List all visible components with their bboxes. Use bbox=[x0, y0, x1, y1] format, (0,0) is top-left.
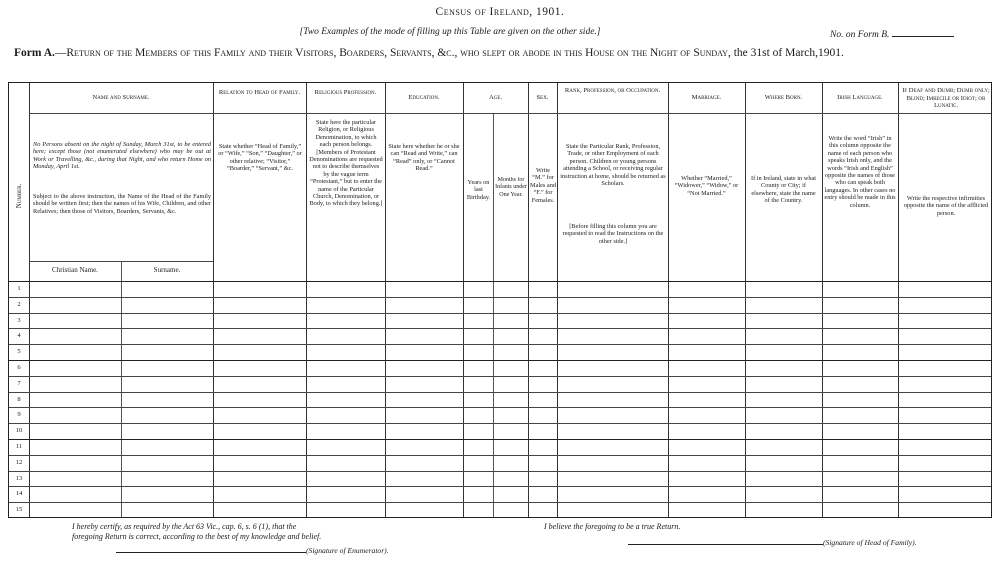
row-number: 15 bbox=[15, 506, 23, 514]
row-divider bbox=[9, 471, 992, 472]
deaf-header: If Deaf and Dumb; Dumb only; Blind; Imbecile or Idiot; or Lunatic. bbox=[902, 87, 990, 110]
row-divider bbox=[9, 313, 992, 314]
form-number-blank[interactable] bbox=[892, 27, 954, 37]
table-row[interactable] bbox=[29, 392, 992, 408]
census-table bbox=[8, 82, 992, 518]
row-number: 1 bbox=[17, 285, 21, 292]
marriage-header: Marriage. bbox=[691, 94, 722, 101]
rank-header: Rank, Profession, or Occupation. bbox=[564, 87, 661, 94]
certify-line-1: I hereby certify, as required by the Act 63 Vic., cap. 6, s. 6 (1), that the bbox=[72, 522, 297, 531]
row-number: 11 bbox=[15, 443, 23, 450]
irish-instruction: Write the word “Irish” in this column opposite the name of each person who speaks Irish only, and the words “Irish and English” opposite the names of those who can speak both languages. In other cases no entry should be made in this column. bbox=[824, 135, 896, 209]
relation-instruction: State whether “Head of Family,” or “Wife,” “Son,” “Daughter,” or other relative; “Visitor,” “Boarder,” “Servant,” &c. bbox=[218, 143, 302, 173]
header-rule bbox=[29, 113, 992, 114]
christian-name-header: Christian Name. bbox=[52, 267, 98, 274]
table-row[interactable] bbox=[29, 502, 992, 518]
religion-instruction: State here the particular Religion, or Religious Denomination, to which each person belongs. [Members of Protestant Denominations are requested not to describe themselves by the vague term “Protestant,” but to enter the name of the Particular Church, Denomination, or Body, to which they belong.] bbox=[309, 119, 383, 208]
head-signature-field[interactable] bbox=[628, 537, 968, 547]
row-number: 8 bbox=[17, 395, 21, 403]
form-subtitle: [Two Examples of the mode of filling up this Table are given on the other side.] bbox=[299, 27, 601, 37]
enumerator-signature-line[interactable] bbox=[116, 545, 306, 553]
row-number: 3 bbox=[17, 316, 21, 324]
row-divider bbox=[9, 297, 992, 298]
number-header-label: Number. bbox=[15, 183, 23, 209]
row-divider bbox=[9, 328, 992, 329]
table-row[interactable] bbox=[29, 328, 992, 344]
sex-instruction: Write “M.” for Males and “F.” for Females. bbox=[529, 167, 557, 204]
row-divider bbox=[9, 376, 992, 377]
row-divider bbox=[9, 392, 992, 393]
deaf-instruction: Write the respective infirmities opposite the name of the afflicted person. bbox=[903, 195, 989, 217]
row-number: 12 bbox=[15, 458, 23, 466]
table-row[interactable] bbox=[29, 297, 992, 313]
form-label: Form A. bbox=[14, 47, 55, 59]
table-row[interactable] bbox=[29, 486, 992, 502]
table-row[interactable] bbox=[29, 360, 992, 376]
name-subheader-rule bbox=[29, 261, 213, 262]
row-number: 10 bbox=[15, 427, 23, 435]
row-number: 6 bbox=[17, 364, 21, 371]
table-row[interactable] bbox=[29, 407, 992, 423]
row-divider bbox=[9, 502, 992, 503]
table-row[interactable] bbox=[29, 455, 992, 471]
row-number: 7 bbox=[17, 379, 21, 387]
head-signature-label: (Signature of Head of Family). bbox=[823, 538, 917, 547]
name-header: Name and Surname. bbox=[92, 94, 150, 101]
irish-header: Irish Language. bbox=[837, 94, 883, 101]
age-months-header: Months for Infants under One Year. bbox=[495, 177, 527, 198]
enumerator-signature-label: (Signature of Enumerator). bbox=[306, 546, 389, 555]
row-divider bbox=[9, 344, 992, 345]
religion-header: Religious Profession. bbox=[314, 89, 377, 96]
table-row[interactable] bbox=[29, 423, 992, 439]
name-instruction-1: No Persons absent on the night of Sunday, March 31st, to be entered here; except those (not enumerated elsewhere) who may be out at Work or Travelling, &c., during that Night, and who return Home on Monday, April 1st. bbox=[33, 141, 211, 171]
table-row[interactable] bbox=[29, 439, 992, 455]
table-row[interactable] bbox=[29, 281, 992, 297]
row-number: 14 bbox=[15, 490, 23, 498]
heading-sunday: Sunday, bbox=[693, 47, 731, 59]
number-header bbox=[9, 161, 29, 231]
education-instruction: State here whether he or she can “Read and Write,” can “Read” only, or “Cannot Read.” bbox=[388, 143, 460, 173]
row-number: 9 bbox=[17, 411, 21, 419]
enumerator-signature-field[interactable] bbox=[116, 545, 446, 555]
row-number: 4 bbox=[17, 332, 21, 340]
row-divider bbox=[9, 423, 992, 424]
row-divider bbox=[9, 455, 992, 456]
row-divider bbox=[9, 407, 992, 408]
row-number: 2 bbox=[17, 300, 21, 308]
form-title: Census of Ireland, 1901. bbox=[435, 6, 565, 18]
form-heading bbox=[14, 47, 996, 59]
rank-instruction-2: [Before filling this column you are requested to read the Instructions on the other side.] bbox=[562, 223, 664, 245]
row-number: 5 bbox=[17, 348, 21, 356]
rank-instruction-1: State the Particular Rank, Profession, Trade, or other Employment of each person. Children or young persons attending a School, or receiving regular instruction at home, should be returned as Scholars. bbox=[560, 143, 666, 188]
born-header: Where Born. bbox=[764, 94, 803, 101]
age-header: Age. bbox=[488, 94, 503, 101]
heading-text: —Return of the Members of this Family and their Visitors, Boarders, Servants, &c., who slept or abode in this House on the Night of bbox=[54, 47, 691, 59]
head-belief-statement: I believe the foregoing to be a true Return. bbox=[544, 522, 681, 531]
row-divider bbox=[9, 360, 992, 361]
marriage-instruction: Whether “Married,” “Widower,” “Widow,” or “Not Married.” bbox=[674, 175, 739, 197]
table-row[interactable] bbox=[29, 471, 992, 487]
row-number: 13 bbox=[15, 474, 23, 482]
education-header: Education. bbox=[408, 94, 440, 101]
sex-header: Sex. bbox=[536, 94, 549, 101]
form-number-field[interactable] bbox=[830, 27, 995, 40]
name-instruction-2: Subject to the above instruction, the Name of the Head of the Family should be written first; then the names of his Wife, Children, and other Relatives; then those of Visitors, Boarders, Servants, &c. bbox=[33, 193, 211, 215]
heading-date: the 31st of March,1901. bbox=[733, 47, 844, 59]
head-signature-line[interactable] bbox=[628, 537, 823, 545]
surname-header: Surname. bbox=[153, 267, 181, 274]
age-years-header: Years on last Birthday. bbox=[466, 179, 491, 201]
row-divider bbox=[9, 486, 992, 487]
relation-header: Relation to Head of Family. bbox=[218, 89, 301, 96]
certify-line-2: foregoing Return is correct, according to the best of my knowledge and belief. bbox=[72, 532, 322, 541]
table-row[interactable] bbox=[29, 376, 992, 392]
enumerator-certification bbox=[72, 522, 452, 542]
table-row[interactable] bbox=[29, 344, 992, 360]
born-instruction: If in Ireland, state in what County or City; if elsewhere, state the name of the Country. bbox=[750, 175, 817, 205]
form-number-label: No. on Form B. bbox=[830, 30, 890, 40]
table-row[interactable] bbox=[29, 313, 992, 329]
row-divider bbox=[9, 439, 992, 440]
